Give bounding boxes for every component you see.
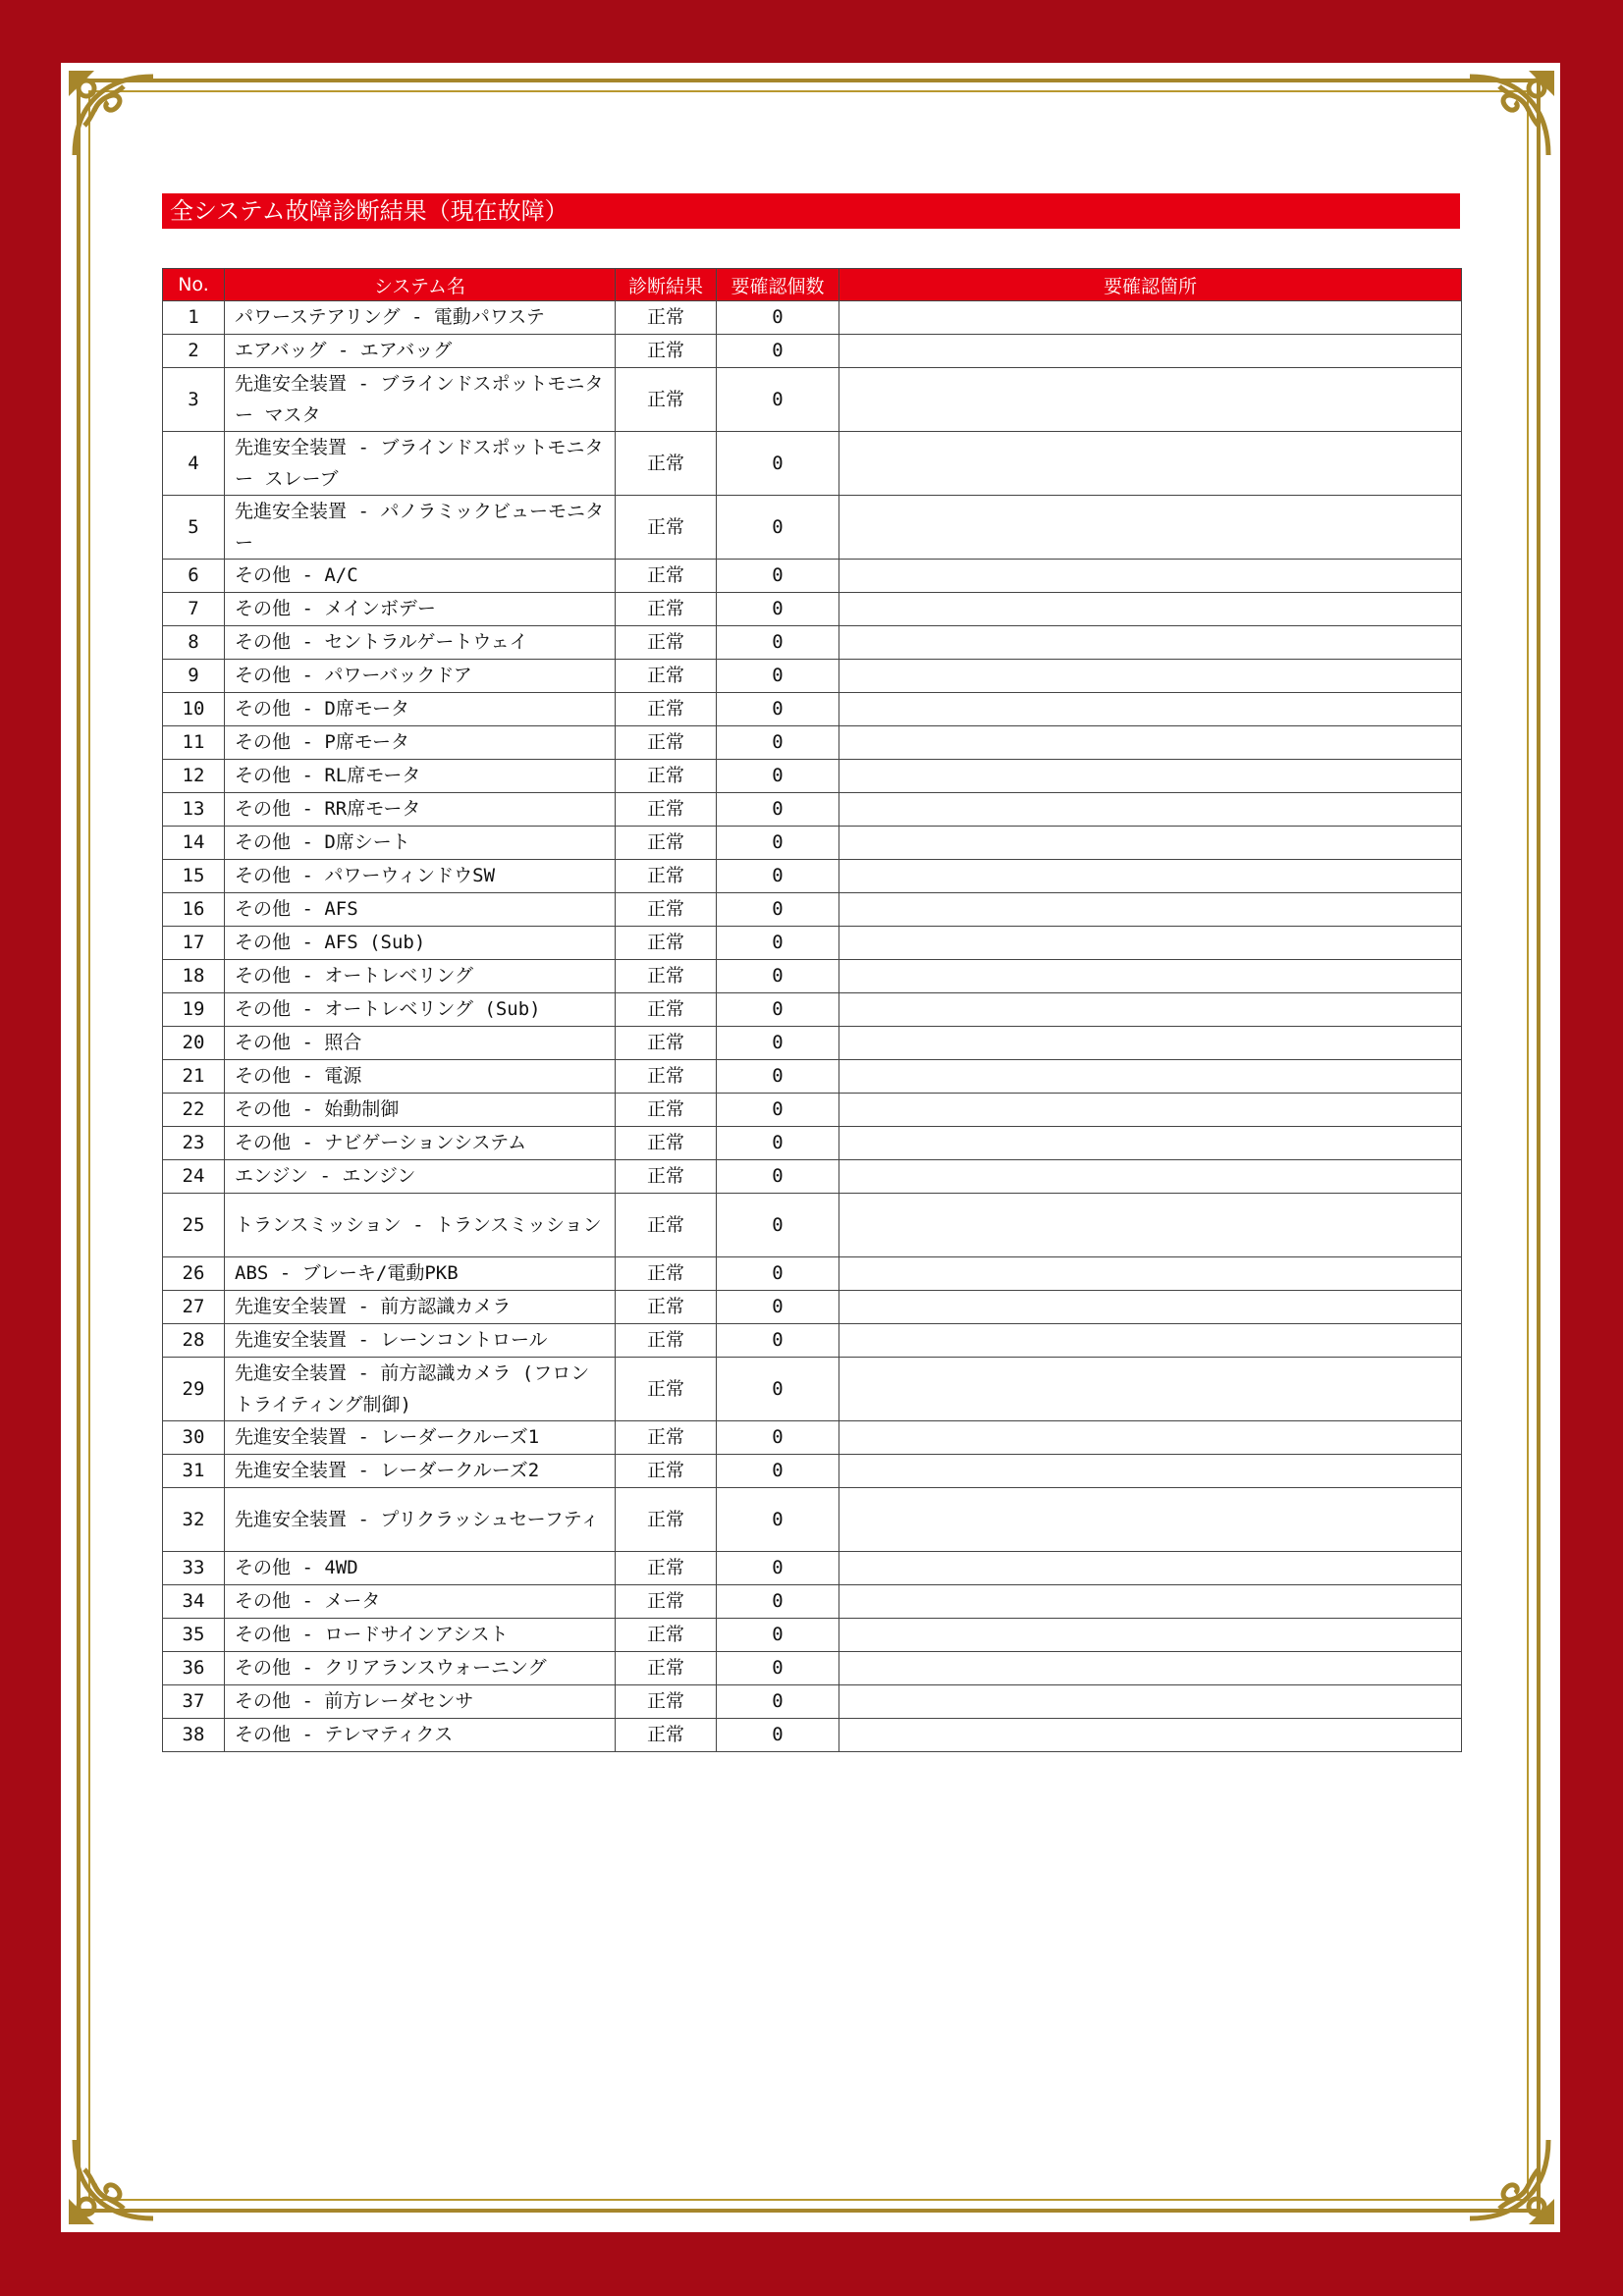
row-check-location xyxy=(839,660,1462,693)
row-check-count: 0 xyxy=(717,593,839,626)
table-row xyxy=(163,760,1462,793)
row-no: 19 xyxy=(163,993,225,1027)
table-row xyxy=(163,793,1462,827)
row-check-location xyxy=(839,1455,1462,1488)
row-no: 12 xyxy=(163,760,225,793)
row-no: 11 xyxy=(163,726,225,760)
row-system-name: 先進安全装置 - レーダークルーズ1 xyxy=(225,1421,616,1455)
row-result: 正常 xyxy=(616,1652,717,1685)
row-result: 正常 xyxy=(616,927,717,960)
row-no: 20 xyxy=(163,1027,225,1060)
row-result: 正常 xyxy=(616,1552,717,1585)
row-no: 26 xyxy=(163,1257,225,1291)
row-system-name: 先進安全装置 - パノラミックビューモニター xyxy=(225,496,616,560)
row-no: 35 xyxy=(163,1619,225,1652)
row-system-name: その他 - RR席モータ xyxy=(225,793,616,827)
row-check-count: 0 xyxy=(717,993,839,1027)
row-check-count: 0 xyxy=(717,760,839,793)
row-no: 6 xyxy=(163,560,225,593)
table-row xyxy=(163,1324,1462,1358)
row-no: 2 xyxy=(163,335,225,368)
row-system-name: 先進安全装置 - レーダークルーズ2 xyxy=(225,1455,616,1488)
row-check-location xyxy=(839,1421,1462,1455)
row-system-name: その他 - テレマティクス xyxy=(225,1719,616,1752)
row-check-location xyxy=(839,893,1462,927)
row-system-name: 先進安全装置 - ブラインドスポットモニター スレーブ xyxy=(225,432,616,496)
row-check-count: 0 xyxy=(717,1060,839,1094)
table-row xyxy=(163,593,1462,626)
row-system-name: ABS - ブレーキ/電動PKB xyxy=(225,1257,616,1291)
row-system-name: 先進安全装置 - ブラインドスポットモニター マスタ xyxy=(225,368,616,432)
corner-ornament-icon xyxy=(1460,2130,1558,2228)
row-system-name: その他 - RL席モータ xyxy=(225,760,616,793)
row-check-location xyxy=(839,760,1462,793)
table-row xyxy=(163,368,1462,432)
row-no: 25 xyxy=(163,1194,225,1257)
row-no: 4 xyxy=(163,432,225,496)
row-result: 正常 xyxy=(616,1027,717,1060)
row-check-count: 0 xyxy=(717,660,839,693)
row-result: 正常 xyxy=(616,1094,717,1127)
table-row xyxy=(163,660,1462,693)
row-system-name: その他 - P席モータ xyxy=(225,726,616,760)
row-system-name: エアバッグ - エアバッグ xyxy=(225,335,616,368)
row-no: 29 xyxy=(163,1358,225,1421)
row-check-count: 0 xyxy=(717,827,839,860)
table-row xyxy=(163,1060,1462,1094)
row-system-name: 先進安全装置 - 前方認識カメラ (フロントライティング制御) xyxy=(225,1358,616,1421)
row-system-name: その他 - クリアランスウォーニング xyxy=(225,1652,616,1685)
row-check-location xyxy=(839,1160,1462,1194)
table-row xyxy=(163,1685,1462,1719)
row-check-location xyxy=(839,496,1462,560)
row-no: 36 xyxy=(163,1652,225,1685)
header-check-location: 要確認箇所 xyxy=(839,269,1462,301)
table-row xyxy=(163,1291,1462,1324)
row-system-name: その他 - メインボデー xyxy=(225,593,616,626)
row-no: 16 xyxy=(163,893,225,927)
row-check-location xyxy=(839,1291,1462,1324)
row-no: 3 xyxy=(163,368,225,432)
table-row xyxy=(163,693,1462,726)
row-check-count: 0 xyxy=(717,1421,839,1455)
row-check-count: 0 xyxy=(717,726,839,760)
row-check-location xyxy=(839,827,1462,860)
row-result: 正常 xyxy=(616,1160,717,1194)
row-result: 正常 xyxy=(616,1488,717,1552)
row-check-count: 0 xyxy=(717,560,839,593)
row-system-name: その他 - 照合 xyxy=(225,1027,616,1060)
table-row xyxy=(163,1127,1462,1160)
row-system-name: その他 - 始動制御 xyxy=(225,1094,616,1127)
row-check-count: 0 xyxy=(717,1685,839,1719)
row-check-count: 0 xyxy=(717,1619,839,1652)
row-check-location xyxy=(839,301,1462,335)
table-row xyxy=(163,1194,1462,1257)
row-no: 14 xyxy=(163,827,225,860)
table-row xyxy=(163,1619,1462,1652)
row-check-location xyxy=(839,726,1462,760)
row-no: 31 xyxy=(163,1455,225,1488)
row-system-name: その他 - 4WD xyxy=(225,1552,616,1585)
table-row xyxy=(163,1160,1462,1194)
row-check-count: 0 xyxy=(717,335,839,368)
diagnosis-table xyxy=(162,268,1462,1752)
table-row xyxy=(163,893,1462,927)
row-result: 正常 xyxy=(616,1358,717,1421)
table-row xyxy=(163,560,1462,593)
row-no: 30 xyxy=(163,1421,225,1455)
row-check-count: 0 xyxy=(717,1358,839,1421)
row-result: 正常 xyxy=(616,827,717,860)
row-check-count: 0 xyxy=(717,1552,839,1585)
table-row xyxy=(163,301,1462,335)
row-system-name: その他 - 前方レーダセンサ xyxy=(225,1685,616,1719)
row-result: 正常 xyxy=(616,626,717,660)
row-no: 37 xyxy=(163,1685,225,1719)
row-result: 正常 xyxy=(616,660,717,693)
row-check-location xyxy=(839,1094,1462,1127)
row-no: 13 xyxy=(163,793,225,827)
row-system-name: 先進安全装置 - プリクラッシュセーフティ xyxy=(225,1488,616,1552)
row-no: 23 xyxy=(163,1127,225,1160)
row-system-name: その他 - AFS xyxy=(225,893,616,927)
row-system-name: その他 - パワーバックドア xyxy=(225,660,616,693)
row-result: 正常 xyxy=(616,432,717,496)
row-system-name: その他 - オートレベリング (Sub) xyxy=(225,993,616,1027)
header-check-count: 要確認個数 xyxy=(717,269,839,301)
table-row xyxy=(163,927,1462,960)
row-no: 15 xyxy=(163,860,225,893)
table-row xyxy=(163,1358,1462,1421)
row-result: 正常 xyxy=(616,593,717,626)
table-row xyxy=(163,726,1462,760)
row-result: 正常 xyxy=(616,760,717,793)
row-check-count: 0 xyxy=(717,626,839,660)
row-no: 7 xyxy=(163,593,225,626)
row-check-count: 0 xyxy=(717,1488,839,1552)
row-check-location xyxy=(839,335,1462,368)
row-check-count: 0 xyxy=(717,1719,839,1752)
table-row xyxy=(163,1094,1462,1127)
row-check-location xyxy=(839,1060,1462,1094)
corner-ornament-icon xyxy=(65,2130,163,2228)
row-check-location xyxy=(839,1685,1462,1719)
table-row xyxy=(163,1552,1462,1585)
row-check-location xyxy=(839,1027,1462,1060)
table-row xyxy=(163,432,1462,496)
row-no: 21 xyxy=(163,1060,225,1094)
row-no: 1 xyxy=(163,301,225,335)
row-system-name: その他 - D席シート xyxy=(225,827,616,860)
row-check-count: 0 xyxy=(717,860,839,893)
row-check-count: 0 xyxy=(717,1094,839,1127)
row-result: 正常 xyxy=(616,1324,717,1358)
table-row xyxy=(163,993,1462,1027)
row-check-count: 0 xyxy=(717,793,839,827)
row-check-count: 0 xyxy=(717,927,839,960)
row-check-location xyxy=(839,927,1462,960)
header-system-name: システム名 xyxy=(225,269,616,301)
row-no: 22 xyxy=(163,1094,225,1127)
row-no: 9 xyxy=(163,660,225,693)
row-check-count: 0 xyxy=(717,1027,839,1060)
row-no: 33 xyxy=(163,1552,225,1585)
row-system-name: 先進安全装置 - 前方認識カメラ xyxy=(225,1291,616,1324)
table-row xyxy=(163,1488,1462,1552)
row-no: 24 xyxy=(163,1160,225,1194)
table-row xyxy=(163,1257,1462,1291)
row-check-location xyxy=(839,1585,1462,1619)
row-check-count: 0 xyxy=(717,1455,839,1488)
row-system-name: その他 - オートレベリング xyxy=(225,960,616,993)
row-check-location xyxy=(839,1488,1462,1552)
table-row xyxy=(163,1455,1462,1488)
row-system-name: その他 - セントラルゲートウェイ xyxy=(225,626,616,660)
table-row xyxy=(163,626,1462,660)
row-check-count: 0 xyxy=(717,893,839,927)
row-result: 正常 xyxy=(616,960,717,993)
row-result: 正常 xyxy=(616,1060,717,1094)
row-result: 正常 xyxy=(616,1421,717,1455)
table-row xyxy=(163,827,1462,860)
row-result: 正常 xyxy=(616,301,717,335)
header-no: No. xyxy=(163,269,225,301)
row-result: 正常 xyxy=(616,1291,717,1324)
table-row xyxy=(163,860,1462,893)
row-check-location xyxy=(839,993,1462,1027)
row-check-location xyxy=(839,793,1462,827)
table-header-row xyxy=(163,269,1462,301)
row-result: 正常 xyxy=(616,1585,717,1619)
row-system-name: その他 - D席モータ xyxy=(225,693,616,726)
row-check-location xyxy=(839,1358,1462,1421)
row-result: 正常 xyxy=(616,726,717,760)
row-result: 正常 xyxy=(616,1685,717,1719)
row-result: 正常 xyxy=(616,1127,717,1160)
row-system-name: その他 - ロードサインアシスト xyxy=(225,1619,616,1652)
row-no: 28 xyxy=(163,1324,225,1358)
table-row xyxy=(163,335,1462,368)
row-check-count: 0 xyxy=(717,1194,839,1257)
row-system-name: その他 - ナビゲーションシステム xyxy=(225,1127,616,1160)
row-check-count: 0 xyxy=(717,432,839,496)
row-no: 38 xyxy=(163,1719,225,1752)
row-system-name: 先進安全装置 - レーンコントロール xyxy=(225,1324,616,1358)
row-check-count: 0 xyxy=(717,1291,839,1324)
row-no: 5 xyxy=(163,496,225,560)
row-result: 正常 xyxy=(616,1194,717,1257)
row-check-location xyxy=(839,593,1462,626)
row-check-location xyxy=(839,1194,1462,1257)
header-result: 診断結果 xyxy=(616,269,717,301)
row-check-count: 0 xyxy=(717,1324,839,1358)
row-check-count: 0 xyxy=(717,1160,839,1194)
row-check-count: 0 xyxy=(717,301,839,335)
row-result: 正常 xyxy=(616,335,717,368)
row-check-count: 0 xyxy=(717,1257,839,1291)
row-check-location xyxy=(839,1619,1462,1652)
row-result: 正常 xyxy=(616,993,717,1027)
corner-ornament-icon xyxy=(65,67,163,165)
row-check-location xyxy=(839,1552,1462,1585)
row-check-count: 0 xyxy=(717,1585,839,1619)
row-result: 正常 xyxy=(616,1257,717,1291)
section-title: 全システム故障診断結果（現在故障） xyxy=(162,193,1460,229)
row-system-name: その他 - AFS (Sub) xyxy=(225,927,616,960)
row-check-count: 0 xyxy=(717,693,839,726)
row-result: 正常 xyxy=(616,693,717,726)
table-row xyxy=(163,1421,1462,1455)
row-no: 18 xyxy=(163,960,225,993)
row-result: 正常 xyxy=(616,1455,717,1488)
row-result: 正常 xyxy=(616,793,717,827)
row-check-count: 0 xyxy=(717,1652,839,1685)
row-system-name: その他 - 電源 xyxy=(225,1060,616,1094)
row-no: 8 xyxy=(163,626,225,660)
row-system-name: パワーステアリング - 電動パワステ xyxy=(225,301,616,335)
row-result: 正常 xyxy=(616,496,717,560)
row-system-name: その他 - パワーウィンドウSW xyxy=(225,860,616,893)
table-row xyxy=(163,1027,1462,1060)
table-row xyxy=(163,960,1462,993)
row-check-location xyxy=(839,860,1462,893)
row-check-count: 0 xyxy=(717,496,839,560)
row-check-location xyxy=(839,1257,1462,1291)
row-system-name: トランスミッション - トランスミッション xyxy=(225,1194,616,1257)
row-no: 17 xyxy=(163,927,225,960)
table-row xyxy=(163,1719,1462,1752)
row-check-count: 0 xyxy=(717,368,839,432)
row-no: 32 xyxy=(163,1488,225,1552)
row-result: 正常 xyxy=(616,368,717,432)
row-check-location xyxy=(839,560,1462,593)
row-check-location xyxy=(839,1719,1462,1752)
row-check-location xyxy=(839,1127,1462,1160)
row-check-location xyxy=(839,693,1462,726)
row-check-location xyxy=(839,960,1462,993)
row-no: 27 xyxy=(163,1291,225,1324)
row-check-count: 0 xyxy=(717,1127,839,1160)
row-system-name: エンジン - エンジン xyxy=(225,1160,616,1194)
row-system-name: その他 - メータ xyxy=(225,1585,616,1619)
row-result: 正常 xyxy=(616,1619,717,1652)
row-system-name: その他 - A/C xyxy=(225,560,616,593)
row-result: 正常 xyxy=(616,893,717,927)
row-check-location xyxy=(839,1324,1462,1358)
row-no: 10 xyxy=(163,693,225,726)
row-check-location xyxy=(839,432,1462,496)
row-result: 正常 xyxy=(616,1719,717,1752)
row-check-location xyxy=(839,626,1462,660)
row-no: 34 xyxy=(163,1585,225,1619)
row-check-location xyxy=(839,368,1462,432)
row-result: 正常 xyxy=(616,560,717,593)
table-row xyxy=(163,1585,1462,1619)
row-check-location xyxy=(839,1652,1462,1685)
table-row xyxy=(163,496,1462,560)
row-check-count: 0 xyxy=(717,960,839,993)
row-result: 正常 xyxy=(616,860,717,893)
corner-ornament-icon xyxy=(1460,67,1558,165)
table-row xyxy=(163,1652,1462,1685)
